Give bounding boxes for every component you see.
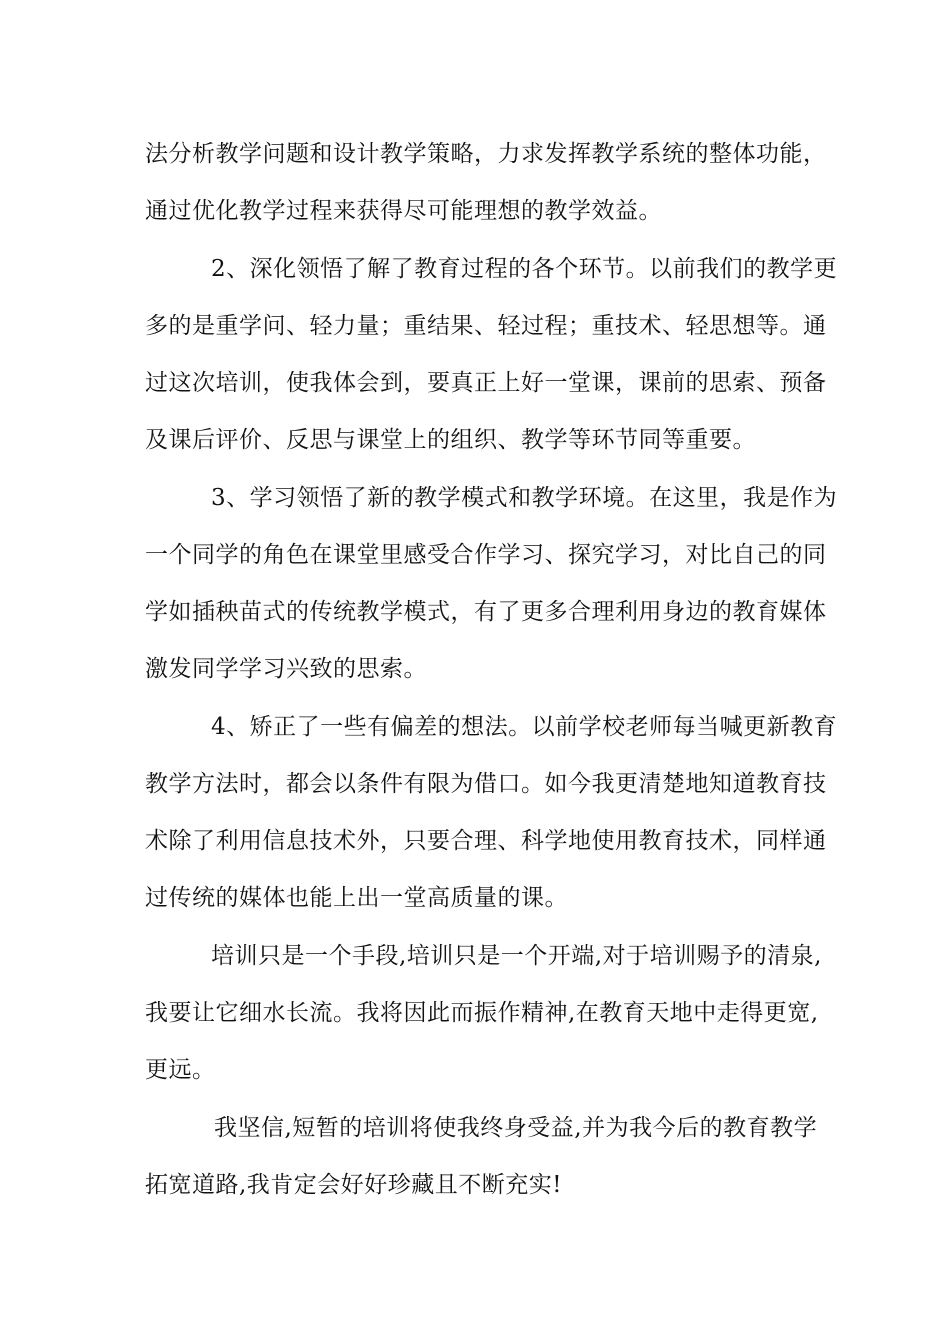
paragraph-line: 过这次培训，使我体会到，要真正上好一堂课，课前的思索、预备 [145, 370, 827, 396]
paragraph-line: 2、深化领悟了解了教育过程的各个环节。以前我们的教学更 [211, 256, 838, 282]
paragraph-line: 我要让它细水长流。我将因此而振作精神,在教育天地中走得更宽, [145, 1000, 819, 1026]
paragraph-line: 激发同学学习兴致的思索。 [145, 656, 427, 682]
paragraph-line: 拓宽道路,我肯定会好好珍藏且不断充实! [145, 1172, 563, 1198]
paragraph-line: 4、矫正了一些有偏差的想法。以前学校老师每当喊更新教育 [211, 714, 838, 740]
paragraph-line: 多的是重学问、轻力量；重结果、轻过程；重技术、轻思想等。通 [145, 313, 827, 339]
paragraph-line: 法分析教学问题和设计教学策略，力求发挥教学系统的整体功能， [145, 141, 827, 167]
paragraph-line: 一个同学的角色在课堂里感受合作学习、探究学习，对比自己的同 [145, 542, 827, 568]
paragraph-line: 3、学习领悟了新的教学模式和教学环境。在这里，我是作为 [211, 485, 838, 511]
paragraph-line: 及课后评价、反思与课堂上的组织、教学等环节同等重要。 [145, 427, 756, 453]
paragraph-line: 培训只是一个手段,培训只是一个开端,对于培训赐予的清泉, [211, 943, 822, 969]
paragraph-line: 我坚信,短暂的培训将使我终身受益,并为我今后的教育教学 [214, 1115, 818, 1141]
paragraph-line: 通过优化教学过程来获得尽可能理想的教学效益。 [145, 198, 662, 224]
paragraph-line: 术除了利用信息技术外，只要合理、科学地使用教育技术，同样通 [145, 828, 827, 854]
paragraph-line: 更远。 [145, 1057, 216, 1083]
paragraph-line: 学如插秧苗式的传统教学模式，有了更多合理利用身边的教育媒体 [145, 599, 827, 625]
paragraph-line: 过传统的媒体也能上出一堂高质量的课。 [145, 885, 568, 911]
paragraph-line: 教学方法时，都会以条件有限为借口。如今我更清楚地知道教育技 [145, 771, 827, 797]
